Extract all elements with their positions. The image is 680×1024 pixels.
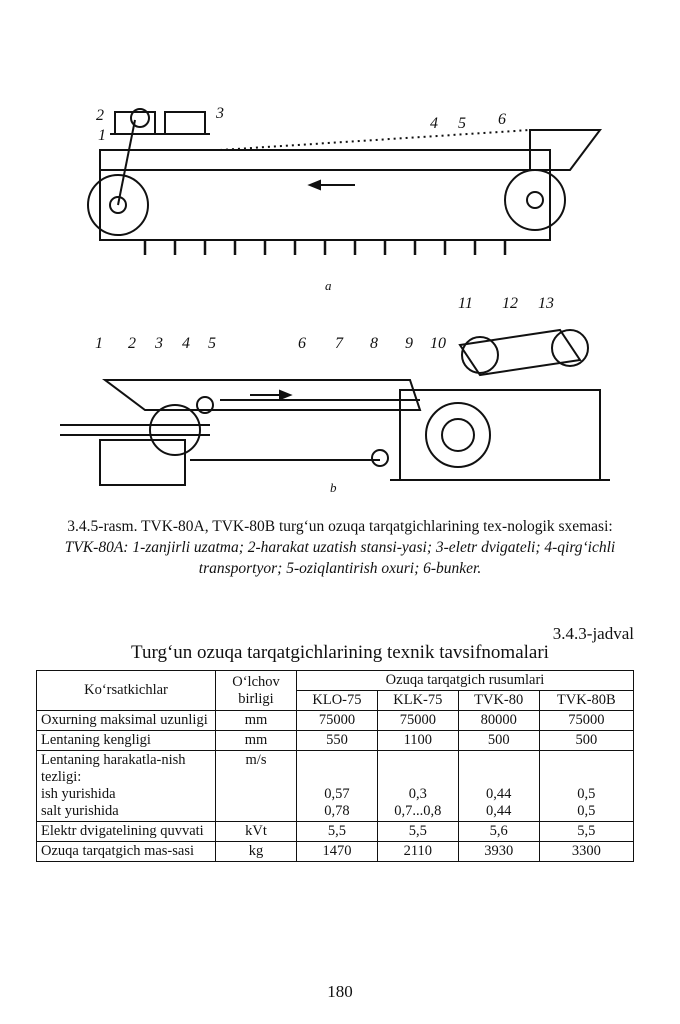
table-title: Turg‘un ozuqa tarqatgichlarining texnik tavsifnomalari	[131, 642, 549, 663]
cell-value: 5,5	[377, 822, 458, 842]
diagram-a-caption: a	[325, 278, 332, 293]
drive-housing	[400, 390, 600, 480]
fig-b-label-12: 12	[502, 295, 518, 312]
header-models-group: Ozuqa tarqatgich rusumlari	[297, 671, 634, 691]
base-block	[100, 440, 185, 485]
table-row	[37, 822, 634, 842]
fig-b-label-13: 13	[538, 295, 554, 312]
cell-value: 5,6	[458, 822, 539, 842]
page-number: 180	[327, 982, 353, 1001]
cell-value: 2110	[377, 842, 458, 862]
table-row	[37, 711, 634, 731]
cell-value: 80000	[458, 711, 539, 731]
row-unit: mm	[216, 711, 297, 731]
row-unit: kVt	[216, 822, 297, 842]
table-header-row	[37, 671, 634, 691]
fig-b-label-10: 10	[430, 335, 446, 352]
row-unit: m/s	[216, 751, 297, 822]
fig-b-label-6: 6	[298, 335, 306, 352]
speed-idle-value: 0,44	[486, 803, 512, 819]
row-unit: mm	[216, 731, 297, 751]
cell-value: 1100	[377, 731, 458, 751]
technological-scheme-figure	[40, 90, 640, 500]
speed-label: Lentaning harakatla-nish tezligi:	[41, 752, 186, 785]
header-model: TVK-80	[458, 691, 539, 711]
header-indicators: Ko‘rsatkichlar	[37, 671, 216, 711]
caption-italic: TVK-80A: 1-zanjirli uzatma; 2-harakat uzatish stansi-yasi; 3-eletr dvigateli; 4-qirg‘ichli transportyor; 5-oziqlantirish oxuri; 6-bunker.	[64, 539, 616, 577]
cell-value	[377, 751, 458, 822]
fig-b-label-1: 1	[95, 335, 103, 352]
diagram-b-caption: b	[330, 480, 337, 495]
header-unit: O‘lchov birligi	[216, 671, 297, 711]
cell-value: 1470	[297, 842, 378, 862]
speed-work-value: 0,5	[577, 786, 596, 802]
drive-sprocket	[426, 403, 490, 467]
tension-drum	[505, 170, 565, 230]
row-name: Lentaning kengligi	[37, 731, 216, 751]
table-row-speed	[37, 751, 634, 822]
cell-value: 3300	[539, 842, 633, 862]
row-name: Elektr dvigatelining quvvati	[37, 822, 216, 842]
fig-b-label-7: 7	[335, 335, 343, 352]
header-model: KLO-75	[297, 691, 378, 711]
fig-a-label-5: 5	[458, 115, 466, 132]
speed-work-label: ish yurishida	[41, 786, 116, 802]
speed-idle-label: salt yurishida	[41, 803, 119, 819]
fig-a-label-2: 2	[96, 107, 104, 124]
fig-a-label-1: 1	[98, 127, 106, 144]
fig-b-label-11: 11	[458, 295, 473, 312]
header-model: TVK-80B	[539, 691, 633, 711]
fig-b-label-9: 9	[405, 335, 413, 352]
cell-value: 550	[297, 731, 378, 751]
fig-a-label-3: 3	[216, 105, 224, 122]
cell-value: 75000	[539, 711, 633, 731]
row-unit: kg	[216, 842, 297, 862]
diagram-b-labels	[95, 295, 554, 495]
fig-b-label-8: 8	[370, 335, 378, 352]
cell-value: 5,5	[539, 822, 633, 842]
cell-value: 75000	[297, 711, 378, 731]
caption-lead: 3.4.5-rasm. TVK-80A, TVK-80B turg‘un ozuqa tarqatgichlarining tex-nologik sxemasi:	[67, 518, 613, 535]
row-name: Ozuqa tarqatgich mas-sasi	[37, 842, 216, 862]
electric-motor	[165, 112, 205, 134]
cell-value: 3930	[458, 842, 539, 862]
cell-value	[539, 751, 633, 822]
table-row	[37, 731, 634, 751]
speed-work-value: 0,57	[324, 786, 350, 802]
speed-idle-value: 0,7...0,8	[394, 803, 442, 819]
conveyor-frame	[100, 150, 550, 240]
cell-value: 500	[458, 731, 539, 751]
cell-value	[297, 751, 378, 822]
row-name	[37, 751, 216, 822]
fig-b-label-5: 5	[208, 335, 216, 352]
fig-b-label-4: 4	[182, 335, 190, 352]
speed-idle-value: 0,5	[577, 803, 596, 819]
table-number: 3.4.3-jadval	[552, 624, 634, 643]
cell-value: 500	[539, 731, 633, 751]
figure-caption	[50, 516, 630, 579]
cell-value	[458, 751, 539, 822]
speed-work-value: 0,3	[408, 786, 427, 802]
cell-value: 75000	[377, 711, 458, 731]
fig-b-label-2: 2	[128, 335, 136, 352]
table-row	[37, 842, 634, 862]
speed-idle-value: 0,78	[324, 803, 350, 819]
feed-distributor-diagram	[40, 90, 640, 500]
row-name: Oxurning maksimal uzunligi	[37, 711, 216, 731]
fig-b-label-3: 3	[155, 335, 163, 352]
cell-value: 5,5	[297, 822, 378, 842]
fig-a-label-4: 4	[430, 115, 438, 132]
speed-work-value: 0,44	[486, 786, 512, 802]
fig-a-label-6: 6	[498, 111, 506, 128]
specifications-table	[36, 670, 634, 862]
header-model: KLK-75	[377, 691, 458, 711]
